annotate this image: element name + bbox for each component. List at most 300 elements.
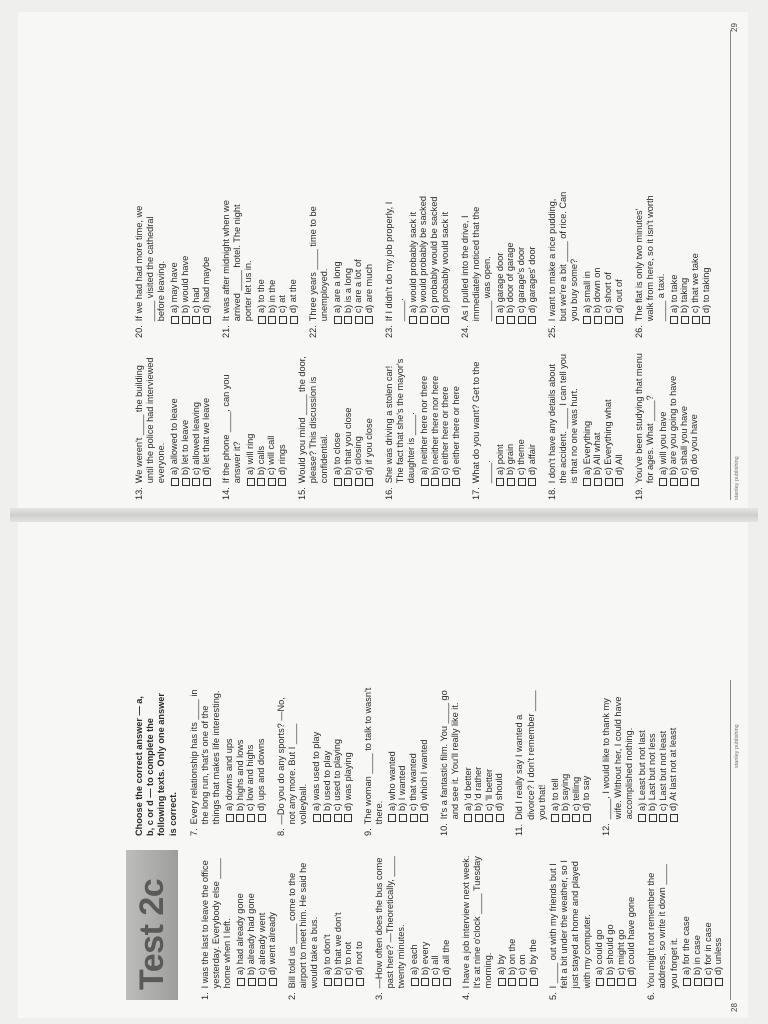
answer-option[interactable]	[267, 850, 278, 986]
answer-option[interactable]	[669, 188, 680, 324]
answer-options	[463, 686, 505, 822]
test-title-banner	[126, 850, 178, 1000]
checkbox-icon[interactable]	[258, 814, 266, 822]
answer-option[interactable]	[679, 350, 690, 486]
checkbox-icon[interactable]	[411, 978, 419, 986]
checkbox-icon[interactable]	[715, 978, 723, 986]
checkbox-icon[interactable]	[171, 316, 179, 324]
checkbox-icon[interactable]	[344, 814, 352, 822]
answer-options	[224, 686, 266, 822]
answer-option[interactable]	[201, 188, 212, 324]
answer-option-label: c) that wanted	[408, 753, 419, 811]
answer-option[interactable]	[593, 188, 604, 324]
answer-options	[410, 850, 452, 986]
answer-option[interactable]	[669, 686, 680, 822]
answer-options	[682, 850, 724, 986]
answer-option[interactable]	[497, 850, 508, 986]
checkbox-icon[interactable]	[464, 814, 472, 822]
answer-option-label: a) could go	[594, 929, 605, 975]
right-footer: stanley publishing	[734, 456, 740, 500]
question-stem	[134, 188, 168, 338]
question-text: ____, I would like to thank my wife. Without her, I could have accomplished nothing.	[601, 696, 634, 820]
answer-option[interactable]	[257, 188, 268, 324]
checkbox-icon[interactable]	[518, 316, 526, 324]
answer-option[interactable]	[246, 850, 257, 986]
answer-option[interactable]	[343, 188, 354, 324]
checkbox-icon[interactable]	[475, 814, 483, 822]
answer-option[interactable]	[332, 350, 343, 486]
answer-option[interactable]	[364, 188, 375, 324]
answer-option[interactable]	[387, 686, 398, 822]
answer-option[interactable]	[527, 188, 538, 324]
answer-option[interactable]	[680, 188, 691, 324]
answer-option[interactable]	[605, 850, 616, 986]
checkbox-icon[interactable]	[410, 814, 418, 822]
answer-option-label: a) who wanted	[386, 751, 397, 811]
answer-option[interactable]	[627, 850, 638, 986]
answer-option[interactable]	[506, 350, 517, 486]
answer-option[interactable]	[440, 188, 451, 324]
answer-option[interactable]	[323, 850, 334, 986]
checkbox-icon[interactable]	[659, 814, 667, 822]
checkbox-icon[interactable]	[528, 316, 536, 324]
answer-option[interactable]	[430, 350, 441, 486]
answer-option[interactable]	[288, 188, 299, 324]
checkbox-icon[interactable]	[508, 978, 516, 986]
answer-option[interactable]	[419, 686, 430, 822]
answer-option-label: b) that you close	[342, 407, 353, 475]
answer-option[interactable]	[690, 350, 701, 486]
checkbox-icon[interactable]	[203, 478, 211, 486]
answer-options	[419, 350, 461, 486]
answer-option[interactable]	[518, 850, 529, 986]
checkbox-icon[interactable]	[388, 814, 396, 822]
answer-options	[170, 350, 212, 486]
checkbox-icon[interactable]	[452, 478, 460, 486]
checkbox-icon[interactable]	[528, 478, 536, 486]
answer-option[interactable]	[614, 350, 625, 486]
checkbox-icon[interactable]	[432, 978, 440, 986]
answer-option-label: b) down on	[592, 267, 603, 313]
answer-option-label: d) to taking	[700, 267, 711, 313]
checkbox-icon[interactable]	[617, 978, 625, 986]
checkbox-icon[interactable]	[268, 316, 276, 324]
answer-option-label: b) used to play	[321, 750, 332, 811]
answer-option[interactable]	[690, 188, 701, 324]
answer-option[interactable]	[571, 686, 582, 822]
answer-option-label: c) all	[430, 955, 441, 975]
checkbox-icon[interactable]	[247, 478, 255, 486]
answer-option[interactable]	[593, 350, 604, 486]
question-item	[308, 188, 375, 338]
question-item	[221, 188, 299, 338]
checkbox-icon[interactable]	[192, 478, 200, 486]
answer-option[interactable]	[419, 350, 430, 486]
answer-option-label: b) would have	[179, 255, 190, 313]
answer-option[interactable]	[191, 188, 202, 324]
answer-option[interactable]	[614, 188, 625, 324]
checkbox-icon[interactable]	[692, 316, 700, 324]
checkbox-icon[interactable]	[313, 814, 321, 822]
checkbox-icon[interactable]	[496, 478, 504, 486]
answer-option[interactable]	[474, 686, 485, 822]
answer-option[interactable]	[528, 850, 539, 986]
question-text: I want to make a rice pudding, but we're a bit ____ of rice. Can you buy some?	[546, 191, 579, 322]
answer-option[interactable]	[637, 686, 648, 822]
answer-option[interactable]	[516, 350, 527, 486]
answer-option[interactable]	[603, 350, 614, 486]
checkbox-icon[interactable]	[344, 478, 352, 486]
answer-option[interactable]	[527, 350, 538, 486]
answer-option[interactable]	[246, 686, 257, 822]
answer-option[interactable]	[495, 350, 506, 486]
checkbox-icon[interactable]	[530, 978, 538, 986]
answer-option-label: c) garage's door	[516, 246, 527, 313]
answer-option[interactable]	[257, 850, 268, 986]
checkbox-icon[interactable]	[691, 478, 699, 486]
answer-option[interactable]	[354, 850, 365, 986]
answer-option[interactable]	[170, 188, 181, 324]
answer-option-label: d) affair	[526, 444, 537, 475]
question-item	[601, 686, 679, 836]
checkbox-icon[interactable]	[355, 478, 363, 486]
answer-option[interactable]	[333, 850, 344, 986]
checkbox-icon[interactable]	[236, 814, 244, 822]
answer-option[interactable]	[419, 188, 430, 324]
question-item	[200, 850, 278, 1000]
answer-option[interactable]	[603, 188, 614, 324]
answer-option-label: a) to the	[256, 279, 267, 313]
checkbox-icon[interactable]	[365, 478, 373, 486]
answer-options	[311, 686, 353, 822]
checkbox-icon[interactable]	[324, 978, 332, 986]
checkbox-icon[interactable]	[247, 814, 255, 822]
checkbox-icon[interactable]	[421, 978, 429, 986]
answer-option[interactable]	[354, 350, 365, 486]
answer-option[interactable]	[658, 686, 669, 822]
checkbox-icon[interactable]	[399, 814, 407, 822]
checkbox-icon[interactable]	[323, 814, 331, 822]
answer-option[interactable]	[180, 188, 191, 324]
answer-option-label: a) for the case	[681, 916, 692, 975]
checkbox-icon[interactable]	[182, 478, 190, 486]
checkbox-icon[interactable]	[248, 978, 256, 986]
checkbox-icon[interactable]	[257, 478, 265, 486]
checkbox-icon[interactable]	[182, 316, 190, 324]
answer-option-label: d) was playing	[342, 752, 353, 811]
right-page	[18, 12, 748, 508]
question-stem	[460, 188, 494, 338]
checkbox-icon[interactable]	[279, 316, 287, 324]
checkbox-icon[interactable]	[442, 478, 450, 486]
checkbox-icon[interactable]	[507, 478, 515, 486]
answer-option[interactable]	[658, 350, 669, 486]
checkbox-icon[interactable]	[290, 316, 298, 324]
checkbox-icon[interactable]	[334, 978, 342, 986]
answer-option-label: c) theme	[516, 439, 527, 475]
answer-option[interactable]	[277, 350, 288, 486]
answer-option[interactable]	[256, 350, 267, 486]
checkbox-icon[interactable]	[421, 478, 429, 486]
answer-option-label: a) Least but not last	[636, 730, 647, 811]
answer-option-label: b) should go	[605, 924, 616, 975]
answer-option-label: a) had already gone	[235, 893, 246, 975]
answer-option-label: d) by the	[528, 939, 539, 975]
checkbox-icon[interactable]	[507, 316, 515, 324]
answer-option-label: c) might go	[615, 929, 626, 975]
question-stem	[384, 188, 406, 338]
checkbox-icon[interactable]	[496, 814, 504, 822]
answer-option[interactable]	[344, 850, 355, 986]
answer-option[interactable]	[410, 850, 421, 986]
question-item	[439, 686, 506, 836]
answer-option[interactable]	[582, 188, 593, 324]
answer-option-label: a) small in	[581, 271, 592, 313]
question-number: 11.	[514, 823, 525, 836]
answer-option[interactable]	[701, 188, 712, 324]
checkbox-icon[interactable]	[572, 814, 580, 822]
checkbox-icon[interactable]	[704, 978, 712, 986]
answer-option[interactable]	[714, 850, 725, 986]
answer-option[interactable]	[648, 686, 659, 822]
checkbox-icon[interactable]	[443, 978, 451, 986]
left-footer: stanley publishing	[734, 724, 740, 768]
checkbox-icon[interactable]	[258, 978, 266, 986]
checkbox-icon[interactable]	[681, 316, 689, 324]
answer-option[interactable]	[507, 850, 518, 986]
answer-option[interactable]	[506, 188, 517, 324]
checkbox-icon[interactable]	[551, 814, 559, 822]
checkbox-icon[interactable]	[594, 478, 602, 486]
answer-option-label: c) short of	[603, 272, 614, 313]
checkbox-icon[interactable]	[237, 978, 245, 986]
checkbox-icon[interactable]	[670, 478, 678, 486]
question-item	[276, 686, 354, 836]
question-number: 15.	[296, 487, 307, 500]
question-text: —How often does the bus come past here? —Theoretically, ____ twenty minutes.	[373, 856, 407, 989]
question-number: 20.	[134, 325, 144, 338]
question-stem	[297, 350, 331, 500]
question-number: 10.	[438, 823, 449, 836]
answer-option[interactable]	[463, 686, 474, 822]
checkbox-icon[interactable]	[583, 814, 591, 822]
answer-option[interactable]	[278, 188, 289, 324]
question-list-2	[189, 686, 680, 836]
checkbox-icon[interactable]	[649, 814, 657, 822]
checkbox-icon[interactable]	[683, 978, 691, 986]
answer-option[interactable]	[332, 188, 343, 324]
answer-option[interactable]	[170, 350, 181, 486]
answer-option[interactable]	[235, 686, 246, 822]
checkbox-icon[interactable]	[680, 478, 688, 486]
answer-option[interactable]	[245, 350, 256, 486]
question-number: 25.	[546, 325, 557, 338]
checkbox-icon[interactable]	[583, 478, 591, 486]
checkbox-icon[interactable]	[192, 316, 200, 324]
answer-option[interactable]	[451, 350, 462, 486]
answer-option[interactable]	[408, 686, 419, 822]
answer-option[interactable]	[267, 188, 278, 324]
answer-option[interactable]	[682, 850, 693, 986]
answer-option-label: a) point	[494, 444, 505, 475]
question-item	[547, 188, 625, 338]
question-text: If the phone ____, can you answer it?	[220, 374, 243, 484]
question-item	[384, 350, 462, 500]
answer-option-label: d) should	[494, 773, 505, 811]
checkbox-icon[interactable]	[485, 814, 493, 822]
answer-option[interactable]	[180, 350, 191, 486]
answer-option-label: d) all the	[441, 939, 452, 975]
question-text: If I didn't do my job properly, I ____.	[383, 201, 405, 322]
checkbox-icon[interactable]	[638, 814, 646, 822]
checkbox-icon[interactable]	[670, 316, 678, 324]
question-stem	[134, 350, 168, 500]
answer-option[interactable]	[441, 850, 452, 986]
checkbox-icon[interactable]	[605, 316, 613, 324]
answer-option[interactable]	[343, 686, 354, 822]
answer-options	[257, 188, 299, 324]
answer-option[interactable]	[561, 686, 572, 822]
answer-option-label: d) garages' door	[526, 246, 537, 313]
answer-option[interactable]	[364, 350, 375, 486]
checkbox-icon[interactable]	[615, 478, 623, 486]
checkbox-icon[interactable]	[431, 478, 439, 486]
answer-option-label: d) if you close	[363, 418, 374, 475]
checkbox-icon[interactable]	[496, 316, 504, 324]
answer-option-label: a) allowed to leave	[169, 398, 180, 475]
checkbox-icon[interactable]	[258, 316, 266, 324]
question-stem	[384, 350, 418, 500]
question-number: 6.	[646, 992, 657, 1000]
answer-option[interactable]	[495, 686, 506, 822]
answer-option[interactable]	[484, 686, 495, 822]
answer-option[interactable]	[420, 850, 431, 986]
answer-option[interactable]	[595, 850, 606, 986]
question-text: Did I really say I wanted a divorce? I don't remember ____ you that!	[514, 690, 547, 820]
checkbox-icon[interactable]	[702, 316, 710, 324]
answer-options	[245, 350, 287, 486]
left-page	[18, 522, 748, 1018]
checkbox-icon[interactable]	[607, 978, 615, 986]
checkbox-icon[interactable]	[334, 478, 342, 486]
checkbox-icon[interactable]	[659, 478, 667, 486]
answer-option[interactable]	[550, 686, 561, 822]
answer-option[interactable]	[267, 350, 278, 486]
checkbox-icon[interactable]	[355, 316, 363, 324]
checkbox-icon[interactable]	[365, 316, 373, 324]
answer-option-label: a) was used to play	[311, 731, 322, 811]
question-text: It was after midnight when we arrived ____ hotel. The night porter let us in.	[220, 200, 254, 322]
answer-option[interactable]	[582, 686, 593, 822]
checkbox-icon[interactable]	[431, 316, 439, 324]
checkbox-icon[interactable]	[278, 478, 286, 486]
checkbox-icon[interactable]	[498, 978, 506, 986]
answer-option[interactable]	[343, 350, 354, 486]
answer-option-label: b) is a long	[342, 268, 353, 313]
checkbox-icon[interactable]	[409, 316, 417, 324]
answer-option[interactable]	[322, 686, 333, 822]
checkbox-icon[interactable]	[226, 814, 234, 822]
checkbox-icon[interactable]	[420, 814, 428, 822]
checkbox-icon[interactable]	[356, 978, 364, 986]
answer-options	[582, 350, 624, 486]
checkbox-icon[interactable]	[420, 316, 428, 324]
question-item	[363, 686, 430, 836]
checkbox-icon[interactable]	[345, 978, 353, 986]
answer-option-label: a) will ring	[245, 433, 256, 475]
answer-option[interactable]	[516, 188, 527, 324]
question-number: 8.	[275, 828, 286, 836]
question-item	[384, 188, 451, 338]
checkbox-icon[interactable]	[268, 478, 276, 486]
checkbox-icon[interactable]	[562, 814, 570, 822]
answer-option[interactable]	[333, 686, 344, 822]
question-text: You might not remember the address, so write it down ____ you forget it.	[646, 864, 679, 989]
checkbox-icon[interactable]	[518, 478, 526, 486]
checkbox-icon[interactable]	[269, 978, 277, 986]
answer-option[interactable]	[256, 686, 267, 822]
checkbox-icon[interactable]	[628, 978, 636, 986]
question-item	[514, 686, 592, 836]
question-stem	[363, 686, 385, 836]
answer-options	[637, 686, 679, 822]
checkbox-icon[interactable]	[519, 978, 527, 986]
answer-option-label: b) I wanted	[397, 765, 408, 811]
checkbox-icon[interactable]	[670, 814, 678, 822]
answer-option[interactable]	[201, 350, 212, 486]
answer-option[interactable]	[582, 350, 593, 486]
checkbox-icon[interactable]	[441, 316, 449, 324]
question-item	[287, 850, 365, 1000]
answer-option[interactable]	[669, 350, 680, 486]
answer-options	[170, 188, 212, 324]
answer-option[interactable]	[441, 350, 452, 486]
answer-option[interactable]	[703, 850, 714, 986]
checkbox-icon[interactable]	[334, 316, 342, 324]
answer-option[interactable]	[236, 850, 247, 986]
checkbox-icon[interactable]	[615, 316, 623, 324]
answer-option[interactable]	[692, 850, 703, 986]
question-stem	[308, 188, 330, 338]
checkbox-icon[interactable]	[334, 814, 342, 822]
answer-option[interactable]	[429, 188, 440, 324]
question-stem	[439, 686, 461, 836]
answer-option[interactable]	[408, 188, 419, 324]
answer-options	[582, 188, 624, 324]
checkbox-icon[interactable]	[171, 478, 179, 486]
question-text: Bill told us ____ come to the airport to meet him. He said he would take a bus.	[286, 862, 320, 989]
question-item	[547, 350, 625, 500]
checkbox-icon[interactable]	[583, 316, 591, 324]
answer-option[interactable]	[311, 686, 322, 822]
checkbox-icon[interactable]	[203, 316, 211, 324]
answer-option[interactable]	[354, 188, 365, 324]
answer-option-label: b) saying	[560, 773, 571, 811]
question-stem	[514, 686, 548, 836]
checkbox-icon[interactable]	[596, 978, 604, 986]
answer-option[interactable]	[431, 850, 442, 986]
checkbox-icon[interactable]	[694, 978, 702, 986]
answer-option[interactable]	[191, 350, 202, 486]
answer-option[interactable]	[495, 188, 506, 324]
answer-option[interactable]	[398, 686, 409, 822]
checkbox-icon[interactable]	[594, 316, 602, 324]
checkbox-icon[interactable]	[605, 478, 613, 486]
checkbox-icon[interactable]	[344, 316, 352, 324]
answer-option[interactable]	[224, 686, 235, 822]
question-stem	[287, 850, 321, 1000]
answer-option[interactable]	[616, 850, 627, 986]
